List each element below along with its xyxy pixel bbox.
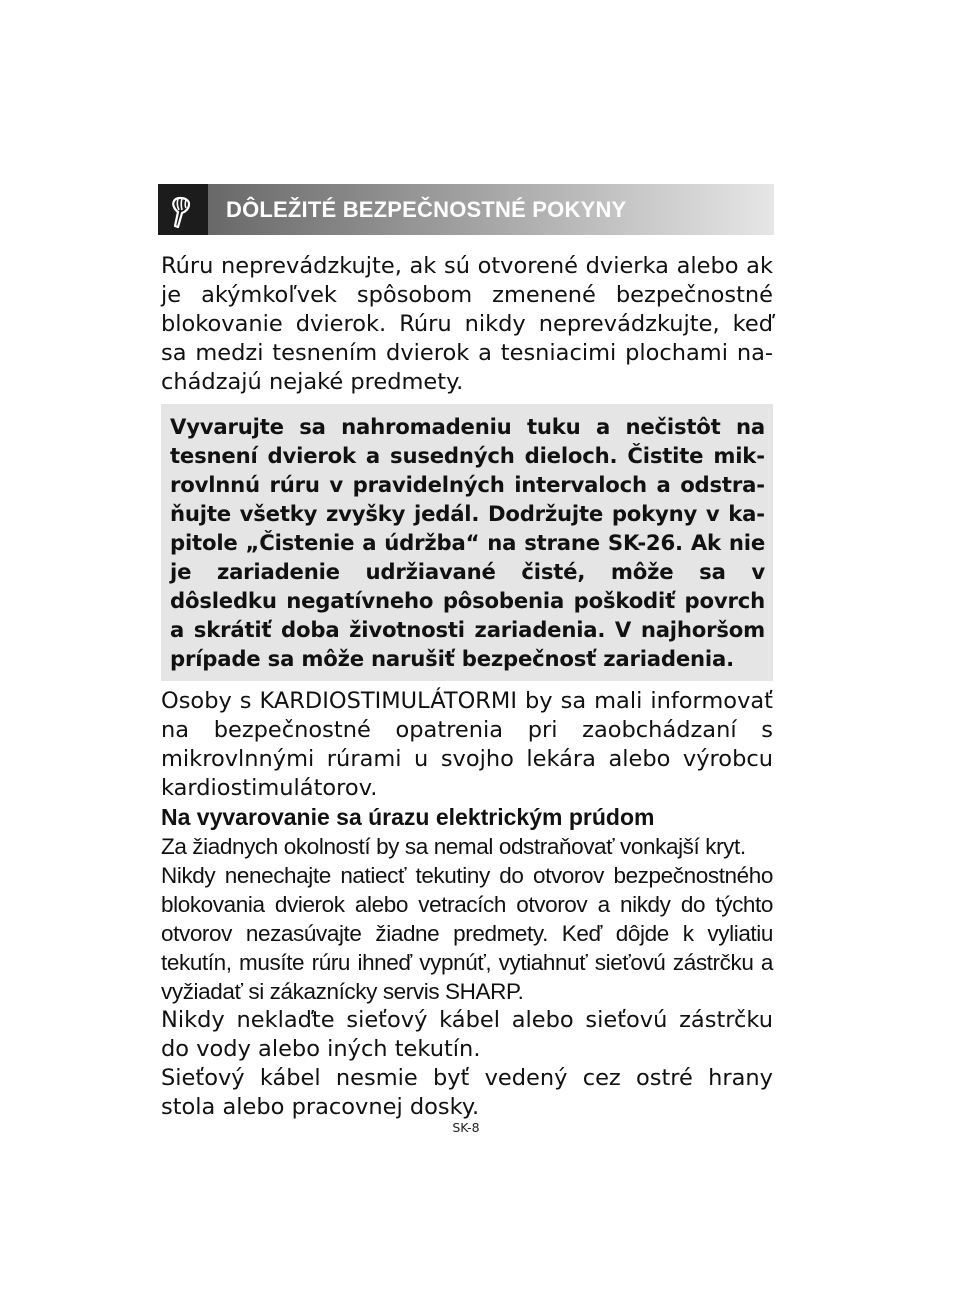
- paragraph-door-operation: Rúru neprevádzkujte, ak sú otvorené dvierka alebo ak je akýmkoľvek spôsobom zmenené bezpečnostné blokovanie dvierok. Rúru nikdy neprevádzkujte, keď sa medzi tesnením dvierok a tesniacimi plochami nachádzajú nejaké predmety.: [161, 253, 773, 395]
- warning-text: Vyvarujte sa nahromadeniu tuku a nečistôt na tesnení dvierok a susedných dieloch. Čistite mikrovlnnú rúru v pravidelných intervaloch a odstraňujte všetky zvyšky jedál. Dodržujte pokyny v kapitole „Čistenie a údržba“ na strane SK-26. Ak nie je zariadenie udržiavané čisté, môže sa v dôsledku negatívneho pôsobenia poškodiť povrch a skrátiť doba životnosti zariadenia. V najhoršom prípade sa môže narušiť bezpečnosť zariadenia.: [170, 414, 765, 671]
- page-number: SK-8: [452, 1120, 480, 1135]
- section-title: DÔLEŽITÉ BEZPEČNOSTNÉ POKYNY: [226, 197, 627, 222]
- hand-pointer-icon: [158, 184, 208, 235]
- paragraph-pacemaker: Osoby s KARDIOSTIMULÁTORMI by sa mali informovať na bezpečnostné opatrenia pri zaobchádzaní s mikrovlnnými rúrami u svojho lekára alebo výrobcu kardiostimulátorov.: [161, 688, 773, 801]
- main-content: [161, 252, 773, 1122]
- subheading-electric-shock: Na vyvarovanie sa úrazu elektrickým prúdom: [161, 804, 655, 830]
- paragraph-cable-edges: Sieťový kábel nesmie byť vedený cez ostré hrany stola alebo pracovnej dosky.: [161, 1065, 773, 1120]
- paragraph-cable-water: Nikdy neklaďte sieťový kábel alebo sieťovú zástrčku do vody alebo iných tekutín.: [161, 1007, 773, 1062]
- warning-box: [161, 404, 773, 681]
- section-header: [158, 184, 774, 235]
- paragraph-liquids: Nikdy nenechajte natiecť tekutiny do otvorov bezpečnostného blokovania dvierok alebo vetracích otvorov a nikdy do týchto otvorov nezasúvajte žiadne predmety. Keď dôjde k vyliatiu tekutín, musíte rúru ihneď vypnúť, vytiahnuť sieťovú zástrčku a vyžiadať si zákaznícky servis SHARP.: [161, 863, 773, 1004]
- paragraph-outer-cover: Za žiadnych okolností by sa nemal odstraňovať vonkajší kryt.: [161, 834, 746, 859]
